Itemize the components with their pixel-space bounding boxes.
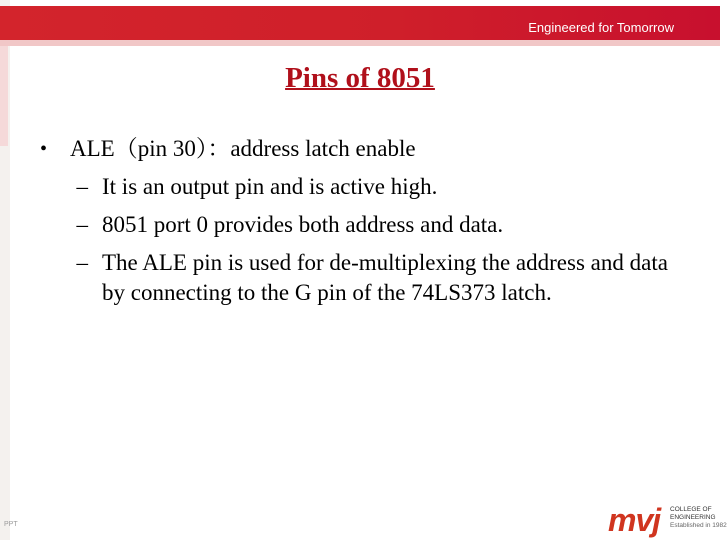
dash-marker: – [76, 212, 88, 237]
bullet-marker: • [40, 138, 48, 160]
header-stripe [0, 40, 720, 46]
slide-title-container [0, 62, 720, 95]
logo-line-2: ENGINEERING [670, 514, 716, 521]
left-accent [0, 46, 8, 146]
dash-marker: – [76, 250, 88, 275]
slide-title: Pins of 8051 [285, 62, 435, 94]
sub-list [28, 172, 688, 308]
sub-item-text: The ALE pin is used for de-multiplexing the address and data by connecting to the G pin of the 74LS373 latch. [102, 250, 668, 305]
page-number: PPT [4, 521, 18, 528]
header-bar [0, 6, 720, 40]
sub-item-text: It is an output pin and is active high. [102, 174, 438, 199]
sub-item [28, 248, 688, 308]
logo-mvj-text: mvj [608, 502, 661, 538]
slide-content [28, 134, 688, 308]
logo-line-1: COLLEGE OF [670, 506, 712, 513]
sub-item [28, 172, 688, 202]
sub-item-text: 8051 port 0 provides both address and data. [102, 212, 504, 237]
college-logo [608, 502, 727, 538]
logo-line-3: Established in 1982 [670, 522, 727, 529]
bullet-text: ALE（pin 30）：address latch enable [70, 136, 416, 161]
bullet-item [28, 134, 688, 164]
sub-item [28, 210, 688, 240]
header-tagline: Engineered for Tomorrow [528, 20, 674, 35]
dash-marker: – [76, 174, 88, 199]
